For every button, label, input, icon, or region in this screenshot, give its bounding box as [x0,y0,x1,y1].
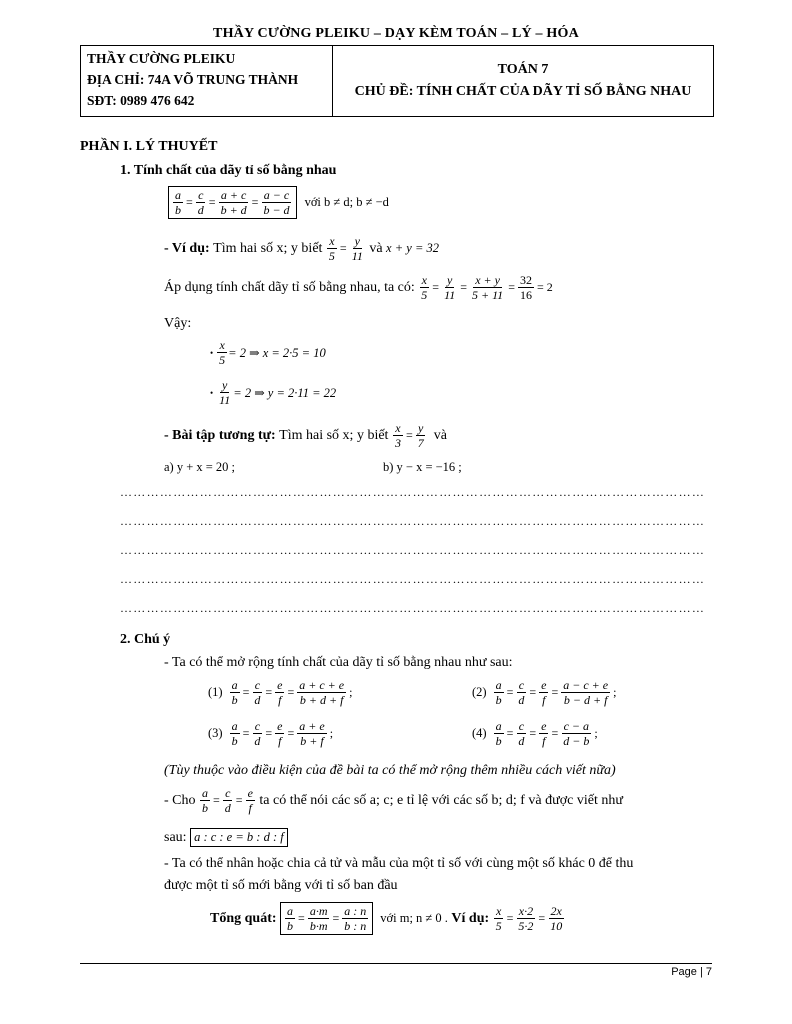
result-x: • $\frac{x}{5}$ = 2 ⇒ x = 2·5 = 10 [210,338,326,367]
answer-line: …………………………………………………………………………………………………………………… [120,514,706,528]
general-label: Tổng quát: [210,910,277,926]
example-sum: x + y = 32 [386,241,439,255]
result-y-text: = 2 ⇒ y = 2·11 = 22 [233,385,337,400]
homework-text: Tìm hai số x; y biết [279,427,389,443]
extension-note: (Tùy thuộc vào điều kiện của đề bài ta có thể mở rộng thêm nhiều cách viết nữa) [164,763,616,778]
apply-line: Áp dụng tính chất dãy tỉ số bằng nhau, ta có: $\frac{x}{5}$ = $\frac{y}{11}$ = $\frac{x + y}{5 + 11}$ = $\frac{32}{16}$ = 2 [164,273,553,302]
example-line: - Ví dụ: Tìm hai số x; y biết $\frac{x}{5}$ = $\frac{y}{11}$ và x + y = 32 [164,234,439,263]
homework-and: và [433,427,447,443]
header-topic [333,46,713,116]
section1-title: 1. Tính chất của dãy tỉ số bằng nhau [120,163,337,178]
extend-text: - Ta có thể mở rộng tính chất của dãy tỉ số bằng nhau như sau: [164,655,513,670]
address: ĐỊA CHỈ: 74A VÕ TRUNG THÀNH [87,72,299,87]
result-x-text: = 2 ⇒ x = 2·5 = 10 [228,345,326,360]
homework-label: - Bài tập tương tự: [164,427,276,443]
example2-label: Ví dụ: [451,910,490,926]
homework-b: b) y − x = −16 ; [383,460,462,474]
formula-box: $\frac{a}{b}$ = $\frac{c}{d}$ = $\frac{a + c}{b + d}$ = $\frac{a - c}{b - d}$ [168,186,297,219]
ratio-box: a : c : e = b : d : f [190,828,288,847]
header-table [80,45,714,117]
page-number: Page | 7 [671,966,712,978]
cho-label: - Cho [164,792,196,808]
homework-line: - Bài tập tương tự: Tìm hai số x; y biết $\frac{x}{3}$ = $\frac{y}{7}$ và [164,421,447,450]
subject: TOÁN 7 [497,62,549,77]
extension-3: (3) $\frac{a}{b}$ = $\frac{c}{d}$ = $\frac{e}{f}$ = $\frac{a + e}{b + f}$ ; [208,719,334,748]
result-y: • $\frac{y}{11}$ = 2 ⇒ y = 2·11 = 22 [210,378,337,407]
part1-heading: PHẦN I. LÝ THUYẾT [80,139,218,154]
ratio-line [164,828,288,847]
footer-rule [80,963,712,964]
topic-title: CHỦ ĐỀ: TÍNH CHẤT CỦA DÃY TỈ SỐ BẰNG NHAU [354,84,692,99]
answer-line: …………………………………………………………………………………………………………………… [120,601,706,615]
general-line: Tổng quát: $\frac{a}{b}$ = $\frac{a\cdot m}{b\cdot m}$ = $\frac{a : n}{b : n}$ với m; n ≠ 0 . Ví dụ: $\frac{x}{5}$ = $\frac{x\cdot 2}{5\cdot 2}$ = $\frac{2x}{10}$ [210,904,563,933]
vay-label: Vậy: [164,316,192,331]
extension-1: (1) $\frac{a}{b}$ = $\frac{c}{d}$ = $\frac{e}{f}$ = $\frac{a + c + e}{b + d + f}$ ; [208,678,353,707]
answer-line: …………………………………………………………………………………………………………………… [120,485,706,499]
teacher-name: THẦY CƯỜNG PLEIKU [87,51,236,66]
apply-text: Áp dụng tính chất dãy tỉ số bằng nhau, ta có: [164,279,415,295]
sau-label: sau: [164,829,187,845]
extension-4: (4) $\frac{a}{b}$ = $\frac{c}{d}$ = $\frac{e}{f}$ = $\frac{c - a}{d - b}$ ; [472,719,598,748]
answer-line: …………………………………………………………………………………………………………………… [120,543,706,557]
formula-condition: với b ≠ d; b ≠ −d [304,195,389,209]
general-formula-box: $\frac{a}{b}$ = $\frac{a\cdot m}{b\cdot m}$ = $\frac{a : n}{b : n}$ [280,902,373,935]
homework-a: a) y + x = 20 ; [164,460,236,474]
property-formula [168,186,389,219]
multiply-text-1: - Ta có thể nhân hoặc chia cả tử và mẫu của một tỉ số với cùng một số khác 0 để thu [164,856,634,871]
general-condition: với m; n ≠ 0 . [380,911,448,925]
proportional-line: - Cho $\frac{a}{b}$ = $\frac{c}{d}$ = $\frac{e}{f}$ ta có thể nói các số a; c; e tỉ lệ với các số b; d; f và được viết như [164,786,623,815]
multiply-text-2: được một tỉ số mới bằng với tỉ số ban đầu [164,878,398,893]
example-text: Tìm hai số x; y biết [213,240,323,256]
section2-title: 2. Chú ý [120,632,171,647]
ext-number: (3) [208,726,223,740]
ext-number: (4) [472,726,487,740]
answer-line: …………………………………………………………………………………………………………………… [120,572,706,586]
ext-number: (2) [472,685,487,699]
extension-2: (2) $\frac{a}{b}$ = $\frac{c}{d}$ = $\frac{e}{f}$ = $\frac{a - c + e}{b - d + f}$ ; [472,678,617,707]
header-contact [81,46,333,116]
example-label: - Ví dụ: [164,240,210,256]
proportional-text: ta có thể nói các số a; c; e tỉ lệ với các số b; d; f và được viết như [259,792,623,808]
ext-number: (1) [208,685,223,699]
example-and: và [369,240,383,256]
running-header: THẦY CƯỜNG PLEIKU – DẠY KÈM TOÁN – LÝ – HÓA [213,26,579,41]
phone: SĐT: 0989 476 642 [87,93,195,108]
